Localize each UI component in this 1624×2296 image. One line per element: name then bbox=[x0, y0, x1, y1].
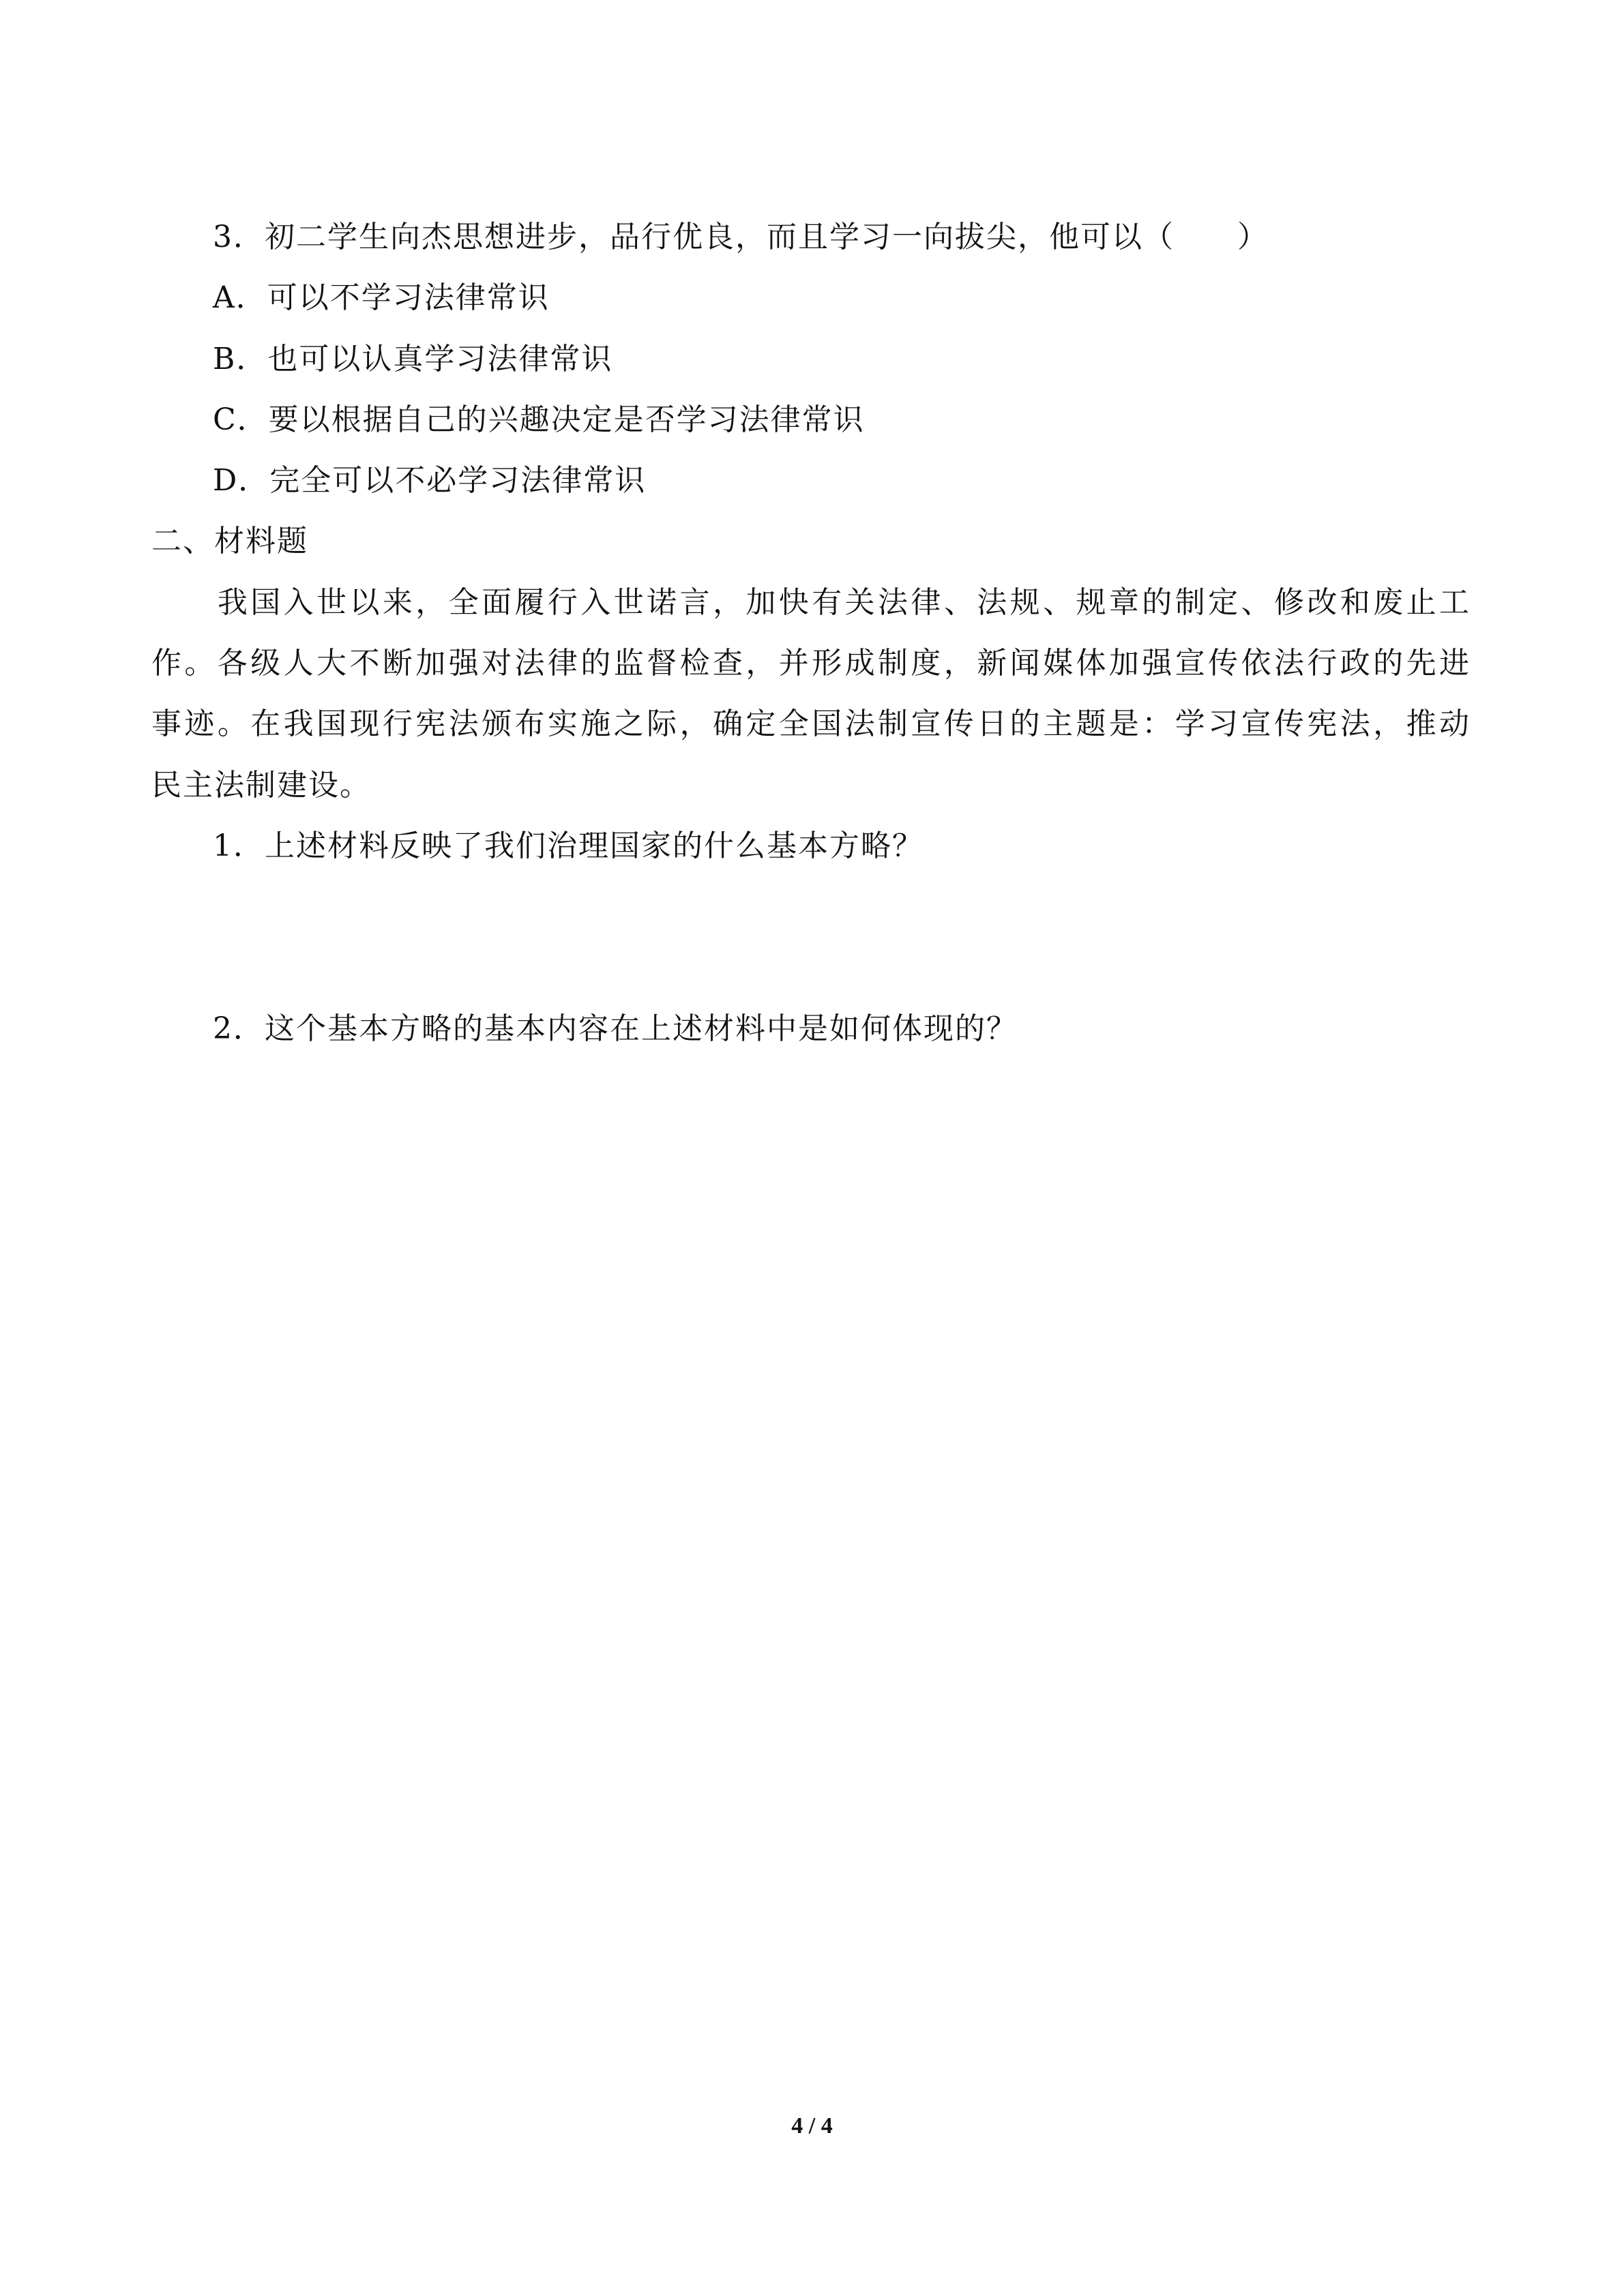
question-3-option-b: B．也可以认真学习法律常识 bbox=[213, 342, 613, 376]
section-heading: 二、材料题 bbox=[151, 524, 308, 558]
question-3-stem: 3．初二学生向杰思想进步，品行优良，而且学习一向拔尖，他可以（ ） bbox=[213, 220, 1269, 254]
question-3-option-c: C．要以根据自己的兴趣决定是否学习法律常识 bbox=[213, 402, 865, 437]
material-line-2: 作。各级人大不断加强对法律的监督检查，并形成制度，新闻媒体加强宣传依法行政的先进 bbox=[151, 646, 1471, 681]
material-line-4: 民主法制建设。 bbox=[151, 768, 371, 803]
material-line-3: 事迹。在我国现行宪法颁布实施之际，确定全国法制宣传日的主题是：学习宣传宪法，推动 bbox=[151, 706, 1471, 741]
page-number: 4 / 4 bbox=[791, 2113, 833, 2138]
material-line-1: 我国入世以来，全面履行入世诺言，加快有关法律、法规、规章的制定、修改和废止工 bbox=[151, 585, 1471, 620]
sub-question-2: 2．这个基本方略的基本内容在上述材料中是如何体现的？ bbox=[213, 1011, 1018, 1046]
question-3-option-d: D．完全可以不必学习法律常识 bbox=[213, 463, 647, 498]
sub-question-1: 1．上述材料反映了我们治理国家的什么基本方略？ bbox=[213, 829, 924, 863]
question-3-option-a: A．可以不学习法律常识 bbox=[213, 280, 550, 315]
